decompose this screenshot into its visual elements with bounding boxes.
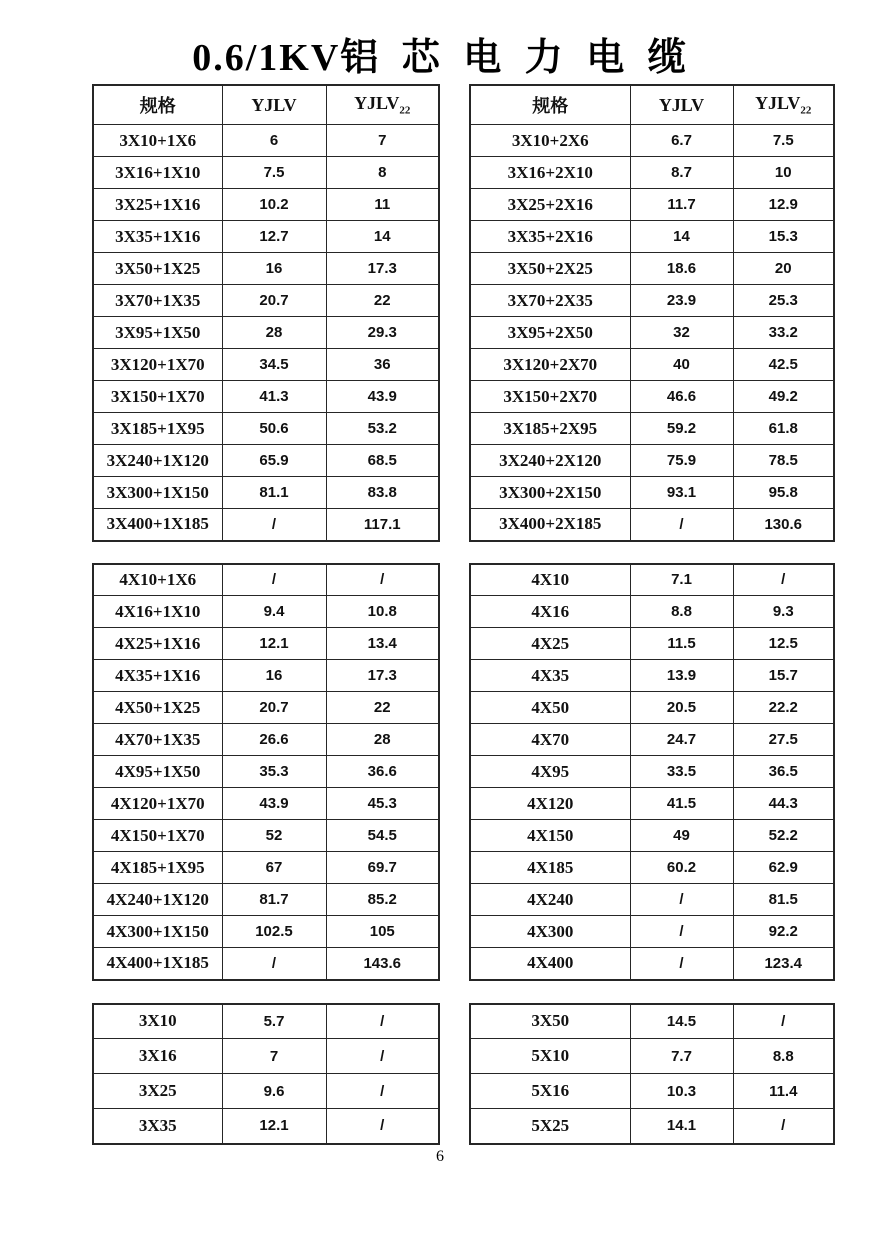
price-cell: / <box>222 564 326 596</box>
price-table-5core-misc <box>469 1003 835 1145</box>
table-row <box>93 1109 439 1144</box>
price-cell: / <box>326 564 439 596</box>
table-row <box>93 724 439 756</box>
spec-cell: 5X25 <box>470 1109 630 1144</box>
price-cell: 32 <box>630 317 733 349</box>
spec-cell: 4X400+1X185 <box>93 948 222 980</box>
price-cell: 102.5 <box>222 916 326 948</box>
price-cell: 36.6 <box>326 756 439 788</box>
table-row <box>93 285 439 317</box>
spec-cell: 5X10 <box>470 1039 630 1074</box>
spec-cell: 4X120+1X70 <box>93 788 222 820</box>
spec-cell: 3X150+1X70 <box>93 381 222 413</box>
price-cell: 7.7 <box>630 1039 733 1074</box>
price-cell: / <box>630 509 733 541</box>
price-cell: 14 <box>630 221 733 253</box>
page-title: 0.6/1KV铝 芯 电 力 电 缆 <box>192 37 688 79</box>
price-cell: 69.7 <box>326 852 439 884</box>
spec-cell: 4X16 <box>470 596 630 628</box>
table-row <box>93 445 439 477</box>
spec-cell: 4X10 <box>470 564 630 596</box>
price-cell: 92.2 <box>733 916 834 948</box>
table-row <box>93 948 439 980</box>
table-row <box>93 349 439 381</box>
price-cell: 5.7 <box>222 1004 326 1039</box>
price-cell: 78.5 <box>733 445 834 477</box>
price-cell: / <box>326 1109 439 1144</box>
price-cell: 44.3 <box>733 788 834 820</box>
spec-cell: 3X400+2X185 <box>470 509 630 541</box>
table-row <box>93 189 439 221</box>
price-cell: 49 <box>630 820 733 852</box>
price-cell: 41.5 <box>630 788 733 820</box>
spec-cell: 3X120+2X70 <box>470 349 630 381</box>
price-cell: 14.5 <box>630 1004 733 1039</box>
price-cell: 7.1 <box>630 564 733 596</box>
spec-cell: 3X185+2X95 <box>470 413 630 445</box>
price-cell: 11.4 <box>733 1074 834 1109</box>
spec-cell: 4X95+1X50 <box>93 756 222 788</box>
page-number: 6 <box>436 1148 444 1165</box>
table-row <box>93 692 439 724</box>
spec-cell: 4X70 <box>470 724 630 756</box>
table-row <box>470 756 834 788</box>
table-row <box>93 253 439 285</box>
table-row <box>470 125 834 157</box>
column-header: YJLV <box>630 85 733 125</box>
price-cell: 10.2 <box>222 189 326 221</box>
spec-cell: 4X50 <box>470 692 630 724</box>
table-row <box>93 317 439 349</box>
table-row <box>470 1039 834 1074</box>
price-cell: 8 <box>326 157 439 189</box>
price-cell: 123.4 <box>733 948 834 980</box>
price-cell: 52.2 <box>733 820 834 852</box>
price-cell: 34.5 <box>222 349 326 381</box>
spec-cell: 3X35 <box>93 1109 222 1144</box>
table-row <box>93 916 439 948</box>
table-row <box>470 916 834 948</box>
spec-cell: 4X16+1X10 <box>93 596 222 628</box>
price-cell: 10.3 <box>630 1074 733 1109</box>
price-cell: 11 <box>326 189 439 221</box>
spec-cell: 4X120 <box>470 788 630 820</box>
spec-cell: 4X240+1X120 <box>93 884 222 916</box>
spec-cell: 3X185+1X95 <box>93 413 222 445</box>
price-cell: 117.1 <box>326 509 439 541</box>
price-cell: 49.2 <box>733 381 834 413</box>
spec-cell: 3X240+2X120 <box>470 445 630 477</box>
table-row <box>470 445 834 477</box>
price-cell: 35.3 <box>222 756 326 788</box>
spec-cell: 4X185 <box>470 852 630 884</box>
spec-cell: 3X150+2X70 <box>470 381 630 413</box>
spec-cell: 4X35 <box>470 660 630 692</box>
price-cell: / <box>222 509 326 541</box>
price-cell: 6.7 <box>630 125 733 157</box>
price-cell: 60.2 <box>630 852 733 884</box>
table-row <box>93 564 439 596</box>
header-row <box>470 85 834 125</box>
spec-cell: 4X50+1X25 <box>93 692 222 724</box>
header-row <box>93 85 439 125</box>
price-cell: / <box>733 1109 834 1144</box>
table-gap <box>469 542 835 563</box>
price-cell: 6 <box>222 125 326 157</box>
spec-cell: 3X16+2X10 <box>470 157 630 189</box>
price-cell: 18.6 <box>630 253 733 285</box>
table-row <box>470 884 834 916</box>
price-cell: / <box>326 1074 439 1109</box>
price-cell: 7 <box>326 125 439 157</box>
price-cell: 68.5 <box>326 445 439 477</box>
spec-cell: 4X25+1X16 <box>93 628 222 660</box>
column-header: YJLV <box>222 85 326 125</box>
price-cell: 46.6 <box>630 381 733 413</box>
price-cell: 22.2 <box>733 692 834 724</box>
price-cell: 22 <box>326 692 439 724</box>
table-row <box>470 477 834 509</box>
table-row <box>470 509 834 541</box>
price-cell: 130.6 <box>733 509 834 541</box>
spec-cell: 4X95 <box>470 756 630 788</box>
table-row <box>470 788 834 820</box>
spec-cell: 4X240 <box>470 884 630 916</box>
price-cell: / <box>326 1039 439 1074</box>
column-header: 规格 <box>470 85 630 125</box>
price-cell: 8.8 <box>733 1039 834 1074</box>
price-cell: 10.8 <box>326 596 439 628</box>
table-row <box>93 221 439 253</box>
spec-cell: 3X240+1X120 <box>93 445 222 477</box>
spec-cell: 4X300+1X150 <box>93 916 222 948</box>
spec-cell: 4X300 <box>470 916 630 948</box>
price-cell: 65.9 <box>222 445 326 477</box>
table-row <box>93 1004 439 1039</box>
table-row <box>470 820 834 852</box>
table-row <box>93 596 439 628</box>
column-header: $YJLV_{22}$ <box>326 85 439 125</box>
price-cell: 50.6 <box>222 413 326 445</box>
price-cell: 13.9 <box>630 660 733 692</box>
spec-cell: 3X35+2X16 <box>470 221 630 253</box>
price-table-3core-small <box>92 1003 440 1145</box>
spec-cell: 4X25 <box>470 628 630 660</box>
spec-cell: 3X300+2X150 <box>470 477 630 509</box>
price-cell: 12.9 <box>733 189 834 221</box>
table-row <box>470 628 834 660</box>
price-cell: 12.7 <box>222 221 326 253</box>
price-cell: 20 <box>733 253 834 285</box>
spec-cell: 3X10+2X6 <box>470 125 630 157</box>
table-row <box>470 157 834 189</box>
spec-cell: 4X150+1X70 <box>93 820 222 852</box>
table-row <box>93 125 439 157</box>
price-cell: 40 <box>630 349 733 381</box>
price-cell: 81.5 <box>733 884 834 916</box>
price-cell: 7 <box>222 1039 326 1074</box>
table-row <box>470 596 834 628</box>
price-cell: 85.2 <box>326 884 439 916</box>
price-cell: 53.2 <box>326 413 439 445</box>
price-cell: 41.3 <box>222 381 326 413</box>
table-row <box>93 1039 439 1074</box>
price-cell: 12.5 <box>733 628 834 660</box>
price-cell: 24.7 <box>630 724 733 756</box>
price-cell: 11.7 <box>630 189 733 221</box>
table-row <box>470 1074 834 1109</box>
price-cell: 7.5 <box>222 157 326 189</box>
spec-cell: 3X50 <box>470 1004 630 1039</box>
price-cell: 22 <box>326 285 439 317</box>
table-row <box>93 884 439 916</box>
spec-cell: 4X150 <box>470 820 630 852</box>
price-cell: 62.9 <box>733 852 834 884</box>
table-row <box>93 852 439 884</box>
table-row <box>470 413 834 445</box>
price-cell: 29.3 <box>326 317 439 349</box>
price-cell: 15.7 <box>733 660 834 692</box>
price-cell: / <box>222 948 326 980</box>
spec-cell: 3X25+1X16 <box>93 189 222 221</box>
price-cell: 45.3 <box>326 788 439 820</box>
table-row <box>470 852 834 884</box>
price-cell: 93.1 <box>630 477 733 509</box>
table-row <box>93 628 439 660</box>
tables-grid <box>92 84 835 1145</box>
price-cell: 23.9 <box>630 285 733 317</box>
price-cell: 43.9 <box>222 788 326 820</box>
price-cell: 20.7 <box>222 285 326 317</box>
price-cell: / <box>326 1004 439 1039</box>
price-cell: 33.2 <box>733 317 834 349</box>
table-row <box>470 948 834 980</box>
spec-cell: 3X70+1X35 <box>93 285 222 317</box>
table-row <box>470 285 834 317</box>
table-row <box>93 509 439 541</box>
spec-cell: 3X95+2X50 <box>470 317 630 349</box>
price-cell: 20.5 <box>630 692 733 724</box>
price-cell: 20.7 <box>222 692 326 724</box>
price-cell: 59.2 <box>630 413 733 445</box>
price-cell: 43.9 <box>326 381 439 413</box>
spec-cell: 4X400 <box>470 948 630 980</box>
price-cell: 61.8 <box>733 413 834 445</box>
spec-cell: 3X25 <box>93 1074 222 1109</box>
price-cell: 52 <box>222 820 326 852</box>
price-cell: 83.8 <box>326 477 439 509</box>
spec-cell: 3X35+1X16 <box>93 221 222 253</box>
table-row <box>470 564 834 596</box>
table-row <box>470 349 834 381</box>
price-cell: 67 <box>222 852 326 884</box>
spec-cell: 3X16+1X10 <box>93 157 222 189</box>
table-row <box>93 381 439 413</box>
price-cell: 17.3 <box>326 660 439 692</box>
price-cell: 9.3 <box>733 596 834 628</box>
table-row <box>470 692 834 724</box>
price-cell: 12.1 <box>222 628 326 660</box>
price-cell: / <box>733 564 834 596</box>
table-row <box>93 756 439 788</box>
left-column <box>92 84 440 1145</box>
spec-cell: 4X10+1X6 <box>93 564 222 596</box>
table-row <box>93 820 439 852</box>
price-cell: 16 <box>222 660 326 692</box>
table-row <box>470 381 834 413</box>
price-cell: 81.7 <box>222 884 326 916</box>
spec-cell: 5X16 <box>470 1074 630 1109</box>
price-cell: 11.5 <box>630 628 733 660</box>
price-cell: 8.7 <box>630 157 733 189</box>
price-cell: 28 <box>326 724 439 756</box>
price-table-3core-plus-1 <box>92 84 440 542</box>
price-cell: 95.8 <box>733 477 834 509</box>
price-cell: 9.4 <box>222 596 326 628</box>
table-row <box>93 1074 439 1109</box>
price-cell: / <box>630 884 733 916</box>
spec-cell: 4X35+1X16 <box>93 660 222 692</box>
price-cell: 10 <box>733 157 834 189</box>
table-row <box>470 724 834 756</box>
price-cell: 26.6 <box>222 724 326 756</box>
spec-cell: 3X70+2X35 <box>470 285 630 317</box>
price-cell: 7.5 <box>733 125 834 157</box>
spec-cell: 3X25+2X16 <box>470 189 630 221</box>
price-cell: 15.3 <box>733 221 834 253</box>
price-cell: / <box>630 916 733 948</box>
price-cell: 13.4 <box>326 628 439 660</box>
price-cell: 16 <box>222 253 326 285</box>
spec-cell: 4X185+1X95 <box>93 852 222 884</box>
table-row <box>470 1109 834 1144</box>
price-cell: 42.5 <box>733 349 834 381</box>
price-cell: 36 <box>326 349 439 381</box>
table-row <box>93 660 439 692</box>
price-table-4core-plus-1 <box>92 563 440 981</box>
spec-cell: 3X50+1X25 <box>93 253 222 285</box>
spec-cell: 3X95+1X50 <box>93 317 222 349</box>
spec-cell: 3X50+2X25 <box>470 253 630 285</box>
price-cell: 9.6 <box>222 1074 326 1109</box>
price-cell: / <box>630 948 733 980</box>
right-column <box>469 84 835 1145</box>
price-table-4core <box>469 563 835 981</box>
price-cell: / <box>733 1004 834 1039</box>
price-cell: 12.1 <box>222 1109 326 1144</box>
table-gap <box>92 981 440 1003</box>
spec-cell: 3X120+1X70 <box>93 349 222 381</box>
table-gap <box>469 981 835 1003</box>
column-header: 规格 <box>93 85 222 125</box>
table-row <box>470 317 834 349</box>
price-cell: 75.9 <box>630 445 733 477</box>
spec-cell: 3X10 <box>93 1004 222 1039</box>
table-row <box>93 157 439 189</box>
price-cell: 8.8 <box>630 596 733 628</box>
price-cell: 54.5 <box>326 820 439 852</box>
table-row <box>93 477 439 509</box>
spec-cell: 3X300+1X150 <box>93 477 222 509</box>
table-row <box>93 788 439 820</box>
table-row <box>93 413 439 445</box>
price-cell: 14 <box>326 221 439 253</box>
price-cell: 33.5 <box>630 756 733 788</box>
price-cell: 81.1 <box>222 477 326 509</box>
table-row <box>470 221 834 253</box>
spec-cell: 3X16 <box>93 1039 222 1074</box>
table-row <box>470 660 834 692</box>
price-cell: 17.3 <box>326 253 439 285</box>
table-row <box>470 253 834 285</box>
price-cell: 36.5 <box>733 756 834 788</box>
price-table-3core-plus-2 <box>469 84 835 542</box>
spec-cell: 4X70+1X35 <box>93 724 222 756</box>
price-cell: 27.5 <box>733 724 834 756</box>
table-row <box>470 1004 834 1039</box>
spec-cell: 3X400+1X185 <box>93 509 222 541</box>
price-cell: 28 <box>222 317 326 349</box>
price-cell: 25.3 <box>733 285 834 317</box>
price-cell: 105 <box>326 916 439 948</box>
price-cell: 143.6 <box>326 948 439 980</box>
column-header: $YJLV_{22}$ <box>733 85 834 125</box>
table-gap <box>92 542 440 563</box>
spec-cell: 3X10+1X6 <box>93 125 222 157</box>
price-cell: 14.1 <box>630 1109 733 1144</box>
table-row <box>470 189 834 221</box>
